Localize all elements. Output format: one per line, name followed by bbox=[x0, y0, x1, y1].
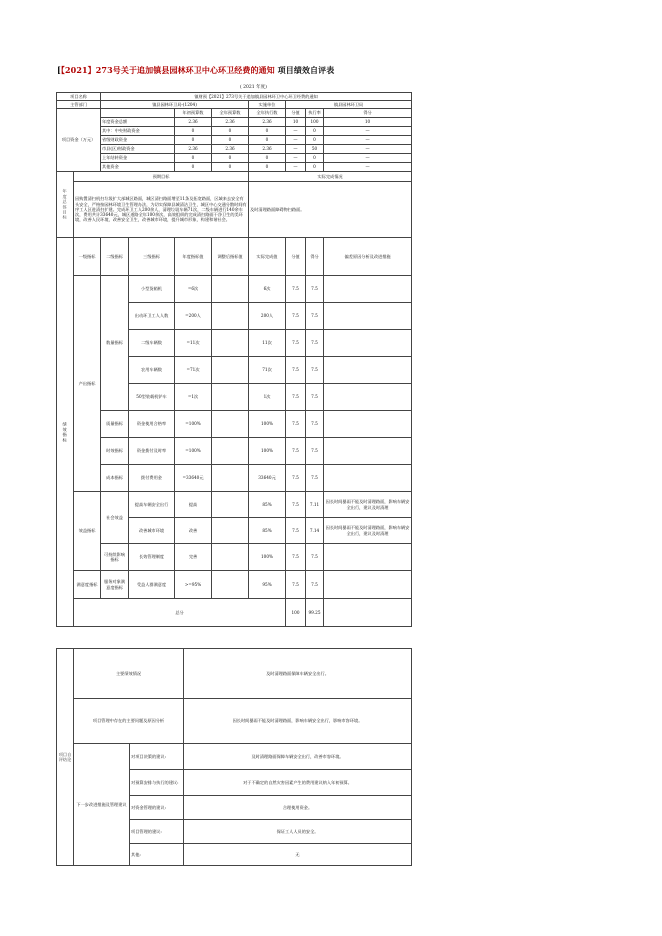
perf-row bbox=[57, 438, 412, 465]
perf-indicator: 拨付费用金 bbox=[129, 465, 175, 492]
funds-cell: — bbox=[286, 163, 306, 172]
perf-adjusted bbox=[212, 303, 249, 330]
advice-label: 对预算安排与执行的建议: bbox=[130, 770, 184, 796]
total-got: 99.25 bbox=[306, 599, 324, 627]
funds-col: 执行率 bbox=[306, 109, 324, 118]
funds-cell: 50 bbox=[306, 145, 324, 154]
achievement-label: 主要绩效情况 bbox=[74, 649, 184, 699]
perf-got: 7.5 bbox=[306, 411, 324, 438]
perf-indicator: 改善城市环境 bbox=[129, 518, 175, 544]
perf-score: 7.5 bbox=[286, 330, 306, 357]
perf-col: 三级指标 bbox=[129, 238, 175, 276]
perf-got: 7.5 bbox=[306, 303, 324, 330]
perf-target: =1次 bbox=[175, 384, 212, 411]
perf-score: 7.5 bbox=[286, 544, 306, 571]
perf-deviation bbox=[324, 411, 412, 438]
perf-adjusted bbox=[212, 384, 249, 411]
perf-score: 7.5 bbox=[286, 276, 306, 303]
doc-number: 【2021】273号 bbox=[60, 65, 121, 75]
perf-target: =100% bbox=[175, 438, 212, 465]
funds-cell: 2.36 bbox=[175, 118, 212, 127]
perf-target: >=95% bbox=[175, 571, 212, 599]
funds-cell: 0 bbox=[175, 163, 212, 172]
total-label: 总分 bbox=[74, 599, 286, 627]
perf-row bbox=[57, 411, 412, 438]
perf-score: 7.5 bbox=[286, 411, 306, 438]
perf-indicator: 农用车辆数 bbox=[129, 357, 175, 384]
perf-side-label: 绩效指标 bbox=[57, 238, 74, 627]
problem-text: 因长时间暴雨不能及时清理路面，影响车辆安全出行，影响市容环境。 bbox=[184, 699, 412, 744]
perf-row bbox=[57, 465, 412, 492]
perf-actual: 95% bbox=[249, 571, 286, 599]
goals-expected-label: 预期目标 bbox=[74, 172, 249, 182]
perf-col: 一级指标 bbox=[74, 238, 101, 276]
funds-cell: 2.36 bbox=[249, 145, 286, 154]
funds-row-name: 其他资金 bbox=[101, 163, 175, 172]
funds-header-row bbox=[57, 109, 412, 118]
perf-deviation bbox=[324, 276, 412, 303]
problem-label: 项目管理中存在的主要问题及原因分析 bbox=[74, 699, 184, 744]
advice-text: 合理使用资金。 bbox=[184, 796, 412, 820]
perf-actual: 6次 bbox=[249, 276, 286, 303]
year-label: ( 2021 年度) bbox=[240, 85, 267, 90]
perf-score: 7.5 bbox=[286, 465, 306, 492]
perf-adjusted bbox=[212, 492, 249, 518]
perf-adjusted bbox=[212, 357, 249, 384]
service-label: 服务对象满意度指标 bbox=[101, 571, 129, 599]
perf-deviation: 因长时间暴雨不能及时清理路面，影响车辆安全出行，建议及时清理 bbox=[324, 518, 412, 544]
perf-actual: 85% bbox=[249, 492, 286, 518]
funds-cell: 10 bbox=[286, 118, 306, 127]
dept-row bbox=[57, 101, 412, 109]
perf-got: 7.5 bbox=[306, 465, 324, 492]
perf-deviation bbox=[324, 303, 412, 330]
goals-header-row bbox=[57, 172, 412, 182]
funds-row bbox=[57, 154, 412, 163]
perf-deviation bbox=[324, 357, 412, 384]
advice-label: 对资金管理的建议: bbox=[130, 796, 184, 820]
funds-col: 分值 bbox=[286, 109, 306, 118]
perf-row bbox=[57, 571, 412, 599]
quantity-label: 数量指标 bbox=[101, 276, 129, 411]
funds-cell: 0 bbox=[175, 127, 212, 136]
funds-cell: 0 bbox=[306, 154, 324, 163]
funds-cell: — bbox=[324, 163, 412, 172]
perf-got: 7.14 bbox=[306, 518, 324, 544]
perf-adjusted bbox=[212, 330, 249, 357]
funds-cell: — bbox=[324, 154, 412, 163]
perf-indicator: 提高车辆安全出行 bbox=[129, 492, 175, 518]
funds-cell: — bbox=[286, 136, 306, 145]
perf-row bbox=[57, 276, 412, 303]
doc-suffix: 项目绩效自评表 bbox=[277, 65, 335, 75]
perf-indicator: 长效管理制度 bbox=[129, 544, 175, 571]
advice-text: 保证工人人员的安全。 bbox=[184, 820, 412, 844]
perf-deviation bbox=[324, 571, 412, 599]
goals-actual-label: 实际完成情况 bbox=[249, 172, 412, 182]
funds-cell: 100 bbox=[306, 118, 324, 127]
funds-row-name: 省级财政资金 bbox=[101, 136, 175, 145]
funds-row-name: 市县(区)财政资金 bbox=[101, 145, 175, 154]
perf-adjusted bbox=[212, 571, 249, 599]
perf-deviation: 因长时间暴雨不能及时清理路面，影响车辆安全出行，建议及时清理 bbox=[324, 492, 412, 518]
perf-col: 二级指标 bbox=[101, 238, 129, 276]
next-label: 下一步改进措施及管理建议 bbox=[74, 744, 130, 866]
funds-col: 全年执行数 bbox=[249, 109, 286, 118]
perf-target: =100% bbox=[175, 411, 212, 438]
perf-score: 7.5 bbox=[286, 303, 306, 330]
output-label: 产出指标 bbox=[74, 276, 101, 492]
funds-cell: — bbox=[286, 145, 306, 154]
perf-target: 提高 bbox=[175, 492, 212, 518]
advice-label: 对项目决策的建议: bbox=[130, 744, 184, 770]
title-mark: [ bbox=[57, 65, 61, 75]
funds-cell: 0 bbox=[306, 127, 324, 136]
total-row bbox=[57, 599, 412, 627]
funds-header-blank bbox=[101, 109, 175, 118]
perf-indicator: 资金拨付及时率 bbox=[129, 438, 175, 465]
perf-deviation bbox=[324, 384, 412, 411]
perf-got: 7.5 bbox=[306, 384, 324, 411]
funds-row-name: 其中：中央财政资金 bbox=[101, 127, 175, 136]
perf-indicator: 50型装载机铲车 bbox=[129, 384, 175, 411]
perf-eval-table bbox=[56, 92, 412, 627]
perf-got: 7.5 bbox=[306, 544, 324, 571]
perf-got: 7.5 bbox=[306, 357, 324, 384]
funds-cell: 0 bbox=[212, 154, 249, 163]
funds-row-name: 上年结转资金 bbox=[101, 154, 175, 163]
funds-cell: — bbox=[324, 136, 412, 145]
perf-target: =33640元 bbox=[175, 465, 212, 492]
perf-deviation bbox=[324, 330, 412, 357]
funds-row bbox=[57, 145, 412, 154]
perf-indicator: 出动环卫工人人数 bbox=[129, 303, 175, 330]
perf-score: 7.5 bbox=[286, 438, 306, 465]
eval-row bbox=[57, 744, 412, 770]
eval-side-label: 项目自评结论 bbox=[57, 649, 74, 866]
perf-got: 7.5 bbox=[306, 438, 324, 465]
funds-cell: 2.36 bbox=[212, 145, 249, 154]
cost-label: 成本指标 bbox=[101, 465, 129, 492]
perf-adjusted bbox=[212, 544, 249, 571]
self-eval-table bbox=[56, 648, 412, 866]
perf-actual: 100% bbox=[249, 544, 286, 571]
perf-col: 偏差原因分析及改进措施 bbox=[324, 238, 412, 276]
perf-actual: 85% bbox=[249, 518, 286, 544]
perf-indicator: 二级车辆数 bbox=[129, 330, 175, 357]
funds-cell: — bbox=[324, 127, 412, 136]
funds-row bbox=[57, 136, 412, 145]
perf-indicator: 资金使用合格率 bbox=[129, 411, 175, 438]
goals-expected: 因购置清扫机扫垃圾扩大部城区路面，城区清扫路面增至11条及拓宽路面，区域来去安全有头安全，严格按园林环境卫生管理办法，为切实保障县城清洁卫生，城区中心交通分散时间有序工人区进清扫扩建。完成环卫工人200余人，清理垃圾车辆71次，二级车辆进行140余车次，费用共计33640元，城区道路全年100余次，高效组织的完成清扫路面干净卫生的美环境，改善人民环境，改善安全卫生，改善城市环境，提升城市形象，构建和谐社会。 bbox=[74, 182, 249, 238]
perf-deviation bbox=[324, 438, 412, 465]
funds-row-name: 年度资金总额 bbox=[101, 118, 175, 127]
impl-label: 实施单位 bbox=[249, 101, 286, 109]
funds-cell: 0 bbox=[249, 136, 286, 145]
perf-adjusted bbox=[212, 411, 249, 438]
project-name-value: 镇财预【2021】273号关于追加镇县园林环卫中心环卫经费的通知 bbox=[101, 93, 412, 101]
perf-actual: 1次 bbox=[249, 384, 286, 411]
perf-col: 分值 bbox=[286, 238, 306, 276]
perf-got: 7.5 bbox=[306, 276, 324, 303]
dept-value: 镇县园林环卫局-(1204) bbox=[101, 101, 249, 109]
funds-cell: 2.36 bbox=[212, 118, 249, 127]
funds-cell: 10 bbox=[324, 118, 412, 127]
perf-target: =71次 bbox=[175, 357, 212, 384]
funds-cell: 0 bbox=[175, 136, 212, 145]
perf-header-row bbox=[57, 238, 412, 276]
perf-col: 调整后指标值 bbox=[212, 238, 249, 276]
perf-row bbox=[57, 544, 412, 571]
funds-col: 得分 bbox=[324, 109, 412, 118]
perf-score: 7.5 bbox=[286, 492, 306, 518]
funds-row bbox=[57, 118, 412, 127]
funds-col: 全年预算数 bbox=[212, 109, 249, 118]
funds-cell: 2.36 bbox=[249, 118, 286, 127]
goals-actual: 及时清理路面障碍物扫路面。 bbox=[249, 182, 412, 238]
perf-indicator: 受益人群满意度 bbox=[129, 571, 175, 599]
perf-score: 7.5 bbox=[286, 357, 306, 384]
quality-label: 质量指标 bbox=[101, 411, 129, 438]
funds-cell: 0 bbox=[212, 127, 249, 136]
time-label: 时效指标 bbox=[101, 438, 129, 465]
perf-col: 实际完成值 bbox=[249, 238, 286, 276]
perf-actual: 100% bbox=[249, 438, 286, 465]
perf-col: 年度指标值 bbox=[175, 238, 212, 276]
funds-row bbox=[57, 163, 412, 172]
eval-row bbox=[57, 699, 412, 744]
advice-text: 无 bbox=[184, 844, 412, 866]
perf-actual: 100% bbox=[249, 411, 286, 438]
social-label: 社会效益 bbox=[101, 492, 129, 544]
perf-score: 7.5 bbox=[286, 571, 306, 599]
page-title bbox=[57, 65, 334, 76]
perf-target: =11次 bbox=[175, 330, 212, 357]
perf-col: 得分 bbox=[306, 238, 324, 276]
funds-cell: 0 bbox=[212, 136, 249, 145]
funds-row bbox=[57, 127, 412, 136]
perf-deviation bbox=[324, 465, 412, 492]
funds-cell: 0 bbox=[306, 163, 324, 172]
project-name-row bbox=[57, 93, 412, 101]
funds-cell: 0 bbox=[249, 163, 286, 172]
advice-text: 对于不确定的自然灾害因素产生的费用建议纳入年初预算。 bbox=[184, 770, 412, 796]
eval-row bbox=[57, 649, 412, 699]
advice-label: 其他: bbox=[130, 844, 184, 866]
dept-label: 主管部门 bbox=[57, 101, 101, 109]
perf-target: 完善 bbox=[175, 544, 212, 571]
perf-indicator: 小型货箱机 bbox=[129, 276, 175, 303]
achievement-text: 及时清理路面保障车辆安全出行。 bbox=[184, 649, 412, 699]
funds-cell: — bbox=[286, 154, 306, 163]
project-name-label: 项目名称 bbox=[57, 93, 101, 101]
perf-score: 7.5 bbox=[286, 384, 306, 411]
perf-actual: 33640元 bbox=[249, 465, 286, 492]
funds-cell: 0 bbox=[306, 136, 324, 145]
goals-label: 年度总体目标 bbox=[57, 172, 74, 238]
advice-label: 项目管理的建议: bbox=[130, 820, 184, 844]
perf-adjusted bbox=[212, 465, 249, 492]
funds-cell: 2.36 bbox=[175, 145, 212, 154]
sustain-label: 可持续影响指标 bbox=[101, 544, 129, 571]
perf-actual: 200人 bbox=[249, 303, 286, 330]
perf-target: 改善 bbox=[175, 518, 212, 544]
perf-score: 7.5 bbox=[286, 518, 306, 544]
perf-target: =6次 bbox=[175, 276, 212, 303]
perf-actual: 71次 bbox=[249, 357, 286, 384]
goals-row bbox=[57, 182, 412, 238]
funds-col: 年初预算数 bbox=[175, 109, 212, 118]
funds-cell: 0 bbox=[175, 154, 212, 163]
perf-got: 7.11 bbox=[306, 492, 324, 518]
perf-adjusted bbox=[212, 276, 249, 303]
effect-label: 效益指标 bbox=[74, 492, 101, 571]
doc-name: 关于追加镇县园林环卫中心环卫经费的通知 bbox=[120, 65, 275, 75]
funds-label: 项目资金（万元） bbox=[57, 109, 101, 172]
perf-adjusted bbox=[212, 438, 249, 465]
funds-cell: 0 bbox=[212, 163, 249, 172]
advice-text: 及时清理路面保障车辆安全出行，改善市容环境。 bbox=[184, 744, 412, 770]
funds-cell: — bbox=[286, 127, 306, 136]
funds-cell: 0 bbox=[249, 154, 286, 163]
impl-value: 镇县园林环卫局 bbox=[286, 101, 412, 109]
perf-deviation bbox=[324, 544, 412, 571]
total-blank bbox=[324, 599, 412, 627]
funds-cell: — bbox=[324, 145, 412, 154]
perf-adjusted bbox=[212, 518, 249, 544]
perf-got: 7.5 bbox=[306, 571, 324, 599]
perf-got: 7.5 bbox=[306, 330, 324, 357]
perf-target: =200人 bbox=[175, 303, 212, 330]
satisfaction-label: 满意度指标 bbox=[74, 571, 101, 599]
perf-row bbox=[57, 492, 412, 518]
perf-actual: 11次 bbox=[249, 330, 286, 357]
funds-cell: 0 bbox=[249, 127, 286, 136]
total-score: 100 bbox=[286, 599, 306, 627]
